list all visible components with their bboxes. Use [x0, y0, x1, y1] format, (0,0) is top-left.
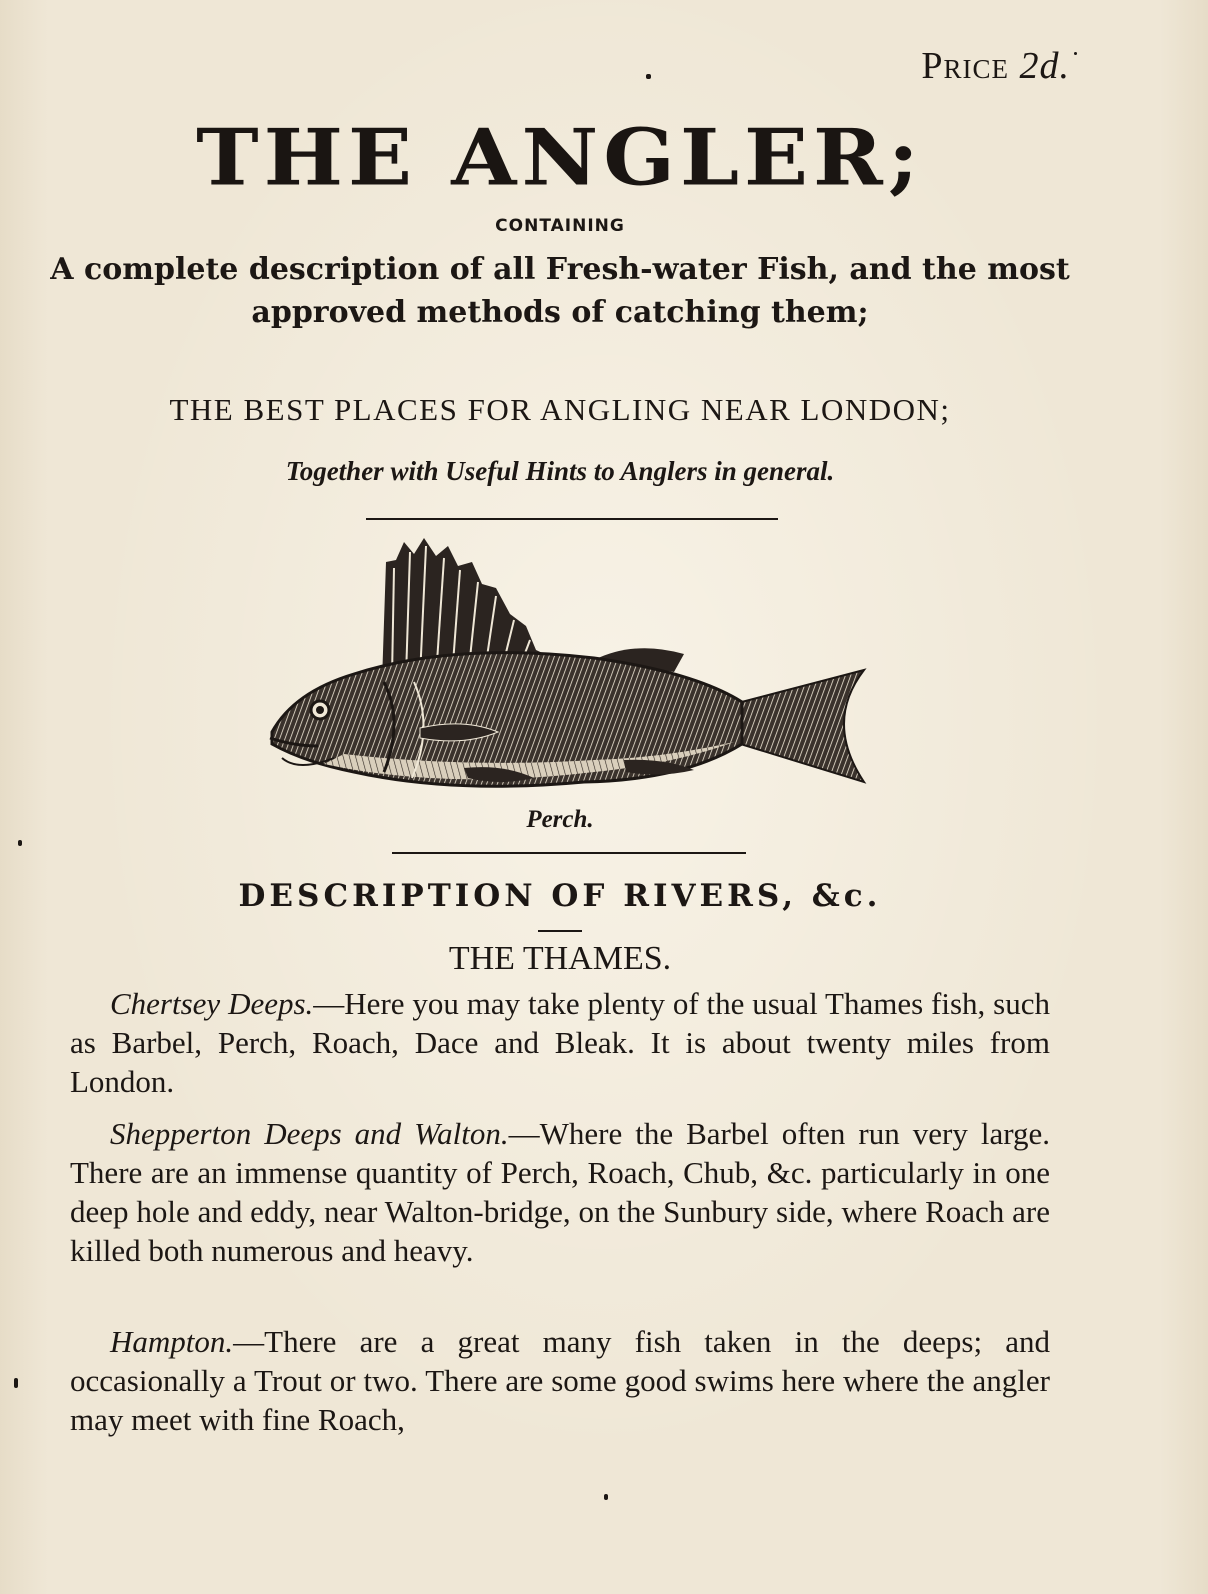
useful-hints-line: Together with Useful Hints to Anglers in general. — [285, 456, 835, 486]
section-divider — [538, 930, 582, 932]
ink-fleck — [18, 840, 22, 846]
price-amount: 2d. — [1019, 45, 1070, 87]
ink-fleck — [604, 1494, 608, 1500]
place-name: Chertsey Deeps. — [110, 986, 314, 1021]
ink-fleck — [646, 74, 651, 79]
paragraph-shepperton — [70, 1114, 1050, 1270]
paragraph-text: —Where the Barbel often run very large. There are an immense quantity of Perch, Roach, Chub, &c. particularly in one deep hole and eddy, near Walton-bridge, on the Sunbury side, where Roach are killed both numerous and heavy. — [70, 1116, 1050, 1268]
section-heading: DESCRIPTION OF RIVERS, &c. — [238, 878, 882, 914]
containing-label: CONTAINING — [495, 216, 625, 236]
caption-divider — [392, 852, 746, 854]
book-description: A complete description of all Fresh-water Fish, and the most approved methods of catching them; — [50, 252, 1070, 330]
place-name: Shepperton Deeps and Walton. — [110, 1116, 509, 1151]
page-title: THE ANGLER; — [196, 111, 924, 204]
price-label: Price — [921, 45, 1009, 87]
paragraph-chertsey — [70, 984, 1050, 1101]
top-divider — [366, 518, 778, 520]
best-places-line: THE BEST PLACES FOR ANGLING NEAR LONDON; — [169, 392, 951, 427]
illustration-caption: Perch. — [526, 806, 594, 833]
price — [921, 44, 1070, 88]
perch-fish-icon — [264, 532, 874, 802]
river-heading: THE THAMES. — [448, 940, 672, 977]
ink-fleck — [14, 1378, 18, 1388]
paragraph-text: —There are a great many fish taken in the deeps; and occasionally a Trout or two. There are some good swims here where the angler may meet with fine Roach, — [70, 1324, 1050, 1437]
place-name: Hampton. — [110, 1324, 234, 1359]
paragraph-text: —Here you may take plenty of the usual Thames fish, such as Barbel, Perch, Roach, Dace and Bleak. It is about twenty miles from London. — [70, 986, 1050, 1099]
ink-fleck — [1074, 52, 1077, 55]
paragraph-hampton — [70, 1322, 1050, 1439]
